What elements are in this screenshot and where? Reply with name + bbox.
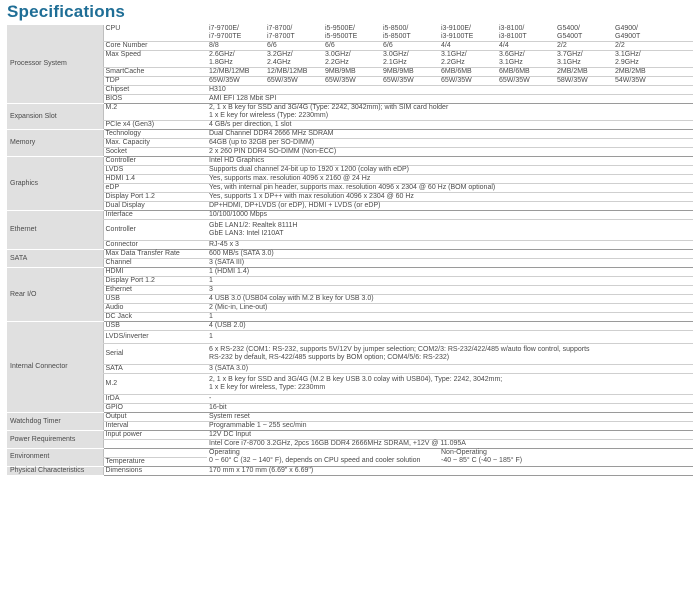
value-line: 3 xyxy=(209,286,213,293)
cpu-model-cell xyxy=(555,42,613,51)
cpu-model-cell xyxy=(207,25,265,42)
row-label-dimensions: Dimensions xyxy=(103,466,207,475)
row-label-input-power: Input power xyxy=(103,431,207,440)
value-line: Supports dual channel 24-bit up to 1920 x 1200 (colay with eDP) xyxy=(209,166,410,173)
value-line: 2, 1 x B key for SSD and 3G/4G (Type: 2242, 3042mm); with SIM card holder xyxy=(209,104,449,111)
value-line: 2/2 xyxy=(557,42,567,49)
spec-row xyxy=(7,365,693,374)
cpu-model-cell xyxy=(323,25,381,42)
row-label-tdp: TDP xyxy=(103,77,207,86)
row-value-lvds-inverter xyxy=(207,331,693,344)
non-operating-header: Non-Operating xyxy=(441,449,487,456)
value-line: H310 xyxy=(209,86,226,93)
row-label-hdmi-1-4: HDMI 1.4 xyxy=(103,175,207,184)
cpu-model-cell xyxy=(381,51,439,68)
value-line: 3.2GHz/ xyxy=(267,51,293,58)
cpu-model-cell xyxy=(555,68,613,77)
cpu-model-cell xyxy=(497,68,555,77)
spec-row xyxy=(7,42,693,51)
value-line: RJ-45 x 3 xyxy=(209,241,239,248)
value-line: 9MB/9MB xyxy=(325,68,356,75)
spec-row xyxy=(7,413,693,422)
cpu-model-cell xyxy=(555,51,613,68)
category-rear-i-o: Rear I/O xyxy=(7,268,103,322)
row-value-irda xyxy=(207,395,693,404)
row-value-display-port-1-2 xyxy=(207,277,693,286)
value-line: 1 x E key for wireless, Type: 2230mm xyxy=(209,384,326,391)
cpu-model-cell xyxy=(323,42,381,51)
row-label-output: Output xyxy=(103,413,207,422)
row-label-display-port-1-2: Display Port 1.2 xyxy=(103,193,207,202)
spec-row xyxy=(7,304,693,313)
spec-row xyxy=(7,277,693,286)
category-physical-characteristics: Physical Characteristics xyxy=(7,466,103,475)
cpu-model-cell xyxy=(381,68,439,77)
category-sata: SATA xyxy=(7,250,103,268)
cpu-model-cell xyxy=(439,42,497,51)
cpu-model-cell xyxy=(265,51,323,68)
category-environment: Environment xyxy=(7,449,103,467)
spec-row xyxy=(7,250,693,259)
value-line: 9MB/9MB xyxy=(383,68,414,75)
row-label-interface: Interface xyxy=(103,211,207,220)
cpu-model-cell xyxy=(613,68,693,77)
row-label-ethernet: Ethernet xyxy=(103,286,207,295)
row-value-hdmi xyxy=(207,268,693,277)
cpu-model-cell xyxy=(265,42,323,51)
category-watchdog-timer: Watchdog Timer xyxy=(7,413,103,431)
value-line: AMI EFI 128 Mbit SPI xyxy=(209,95,277,102)
category-power-requirements: Power Requirements xyxy=(7,431,103,449)
spec-row xyxy=(7,344,693,365)
row-value-technology xyxy=(207,130,693,139)
row-value-bios xyxy=(207,95,693,104)
value-line: 2, 1 x B key for SSD and 3G/4G (M.2 B key USB 3.0 colay with USB04), Type: 2242, 3042mm; xyxy=(209,376,503,383)
spec-row xyxy=(7,175,693,184)
row-label-socket: Socket xyxy=(103,148,207,157)
value-line: 1 xyxy=(209,313,213,320)
spec-row xyxy=(7,322,693,331)
spec-row xyxy=(7,104,693,121)
value-line: 2 x 260 PIN DDR4 SO-DIMM (Non-ECC) xyxy=(209,148,337,155)
row-label-bios: BIOS xyxy=(103,95,207,104)
row-value-dimensions: 170 mm x 170 mm (6.69" x 6.69") xyxy=(207,466,693,475)
spec-row xyxy=(7,51,693,68)
cpu-model-cell xyxy=(323,51,381,68)
row-value-output xyxy=(207,413,693,422)
cpu-model-cell xyxy=(439,68,497,77)
value-line: i5-9500E/ xyxy=(325,25,355,32)
value-line: 2.2GHz xyxy=(325,59,349,66)
spec-row xyxy=(7,25,693,42)
row-label-blank xyxy=(103,449,207,458)
cpu-model-cell xyxy=(207,77,265,86)
cpu-model-cell xyxy=(497,77,555,86)
row-label-blank xyxy=(103,440,207,449)
row-value-m-2 xyxy=(207,374,693,395)
value-line: 12V DC Input xyxy=(209,431,252,438)
cpu-model-cell xyxy=(207,51,265,68)
value-line: 2.9GHz xyxy=(615,59,639,66)
row-label-dc-jack: DC Jack xyxy=(103,313,207,322)
value-line: 1 xyxy=(209,277,213,284)
value-line: Programmable 1 ~ 255 sec/min xyxy=(209,422,307,429)
value-line: 8/8 xyxy=(209,42,219,49)
row-value-interval xyxy=(207,422,693,431)
value-line: 2MB/2MB xyxy=(557,68,588,75)
cpu-model-cell xyxy=(439,77,497,86)
value-line: 3.1GHz xyxy=(557,59,581,66)
row-value-input-power xyxy=(207,431,693,440)
value-line: G4900/ xyxy=(615,25,638,32)
row-value-usb xyxy=(207,322,693,331)
spec-row xyxy=(7,184,693,193)
row-value-hdmi-1-4 xyxy=(207,175,693,184)
spec-row xyxy=(7,95,693,104)
cpu-model-cell xyxy=(265,77,323,86)
spec-row xyxy=(7,121,693,130)
value-line: 12/MB/12MB xyxy=(209,68,250,75)
row-label-technology: Technology xyxy=(103,130,207,139)
row-label-serial: Serial xyxy=(103,344,207,365)
spec-row xyxy=(7,259,693,268)
spec-row xyxy=(7,313,693,322)
row-label-chipset: Chipset xyxy=(103,86,207,95)
value-line: i5-8500/ xyxy=(383,25,409,32)
value-line: 65W/35W xyxy=(441,77,472,84)
cpu-model-cell xyxy=(265,68,323,77)
cpu-model-cell xyxy=(439,25,497,42)
spec-row xyxy=(7,268,693,277)
spec-row xyxy=(7,193,693,202)
value-line: i3-8100/ xyxy=(499,25,525,32)
value-line: 2/2 xyxy=(615,42,625,49)
row-label-display-port-1-2: Display Port 1.2 xyxy=(103,277,207,286)
row-label-controller: Controller xyxy=(103,220,207,241)
row-label-lvds-inverter: LVDS/inverter xyxy=(103,331,207,344)
row-value-dual-display xyxy=(207,202,693,211)
value-line: 16-bit xyxy=(209,404,227,411)
row-label-lvds: LVDS xyxy=(103,166,207,175)
value-line: - xyxy=(209,395,212,402)
spec-row xyxy=(7,166,693,175)
row-value-max-data-transfer-rate xyxy=(207,250,693,259)
value-line: 3.0GHz/ xyxy=(383,51,409,58)
row-label-usb: USB xyxy=(103,295,207,304)
spec-row xyxy=(7,211,693,220)
cpu-model-cell xyxy=(381,42,439,51)
cpu-model-cell xyxy=(265,25,323,42)
value-line: 65W/35W xyxy=(499,77,530,84)
cpu-model-cell xyxy=(555,77,613,86)
category-graphics: Graphics xyxy=(7,157,103,211)
value-line: Yes, supports 1 x DP++ with max resolution 4096 x 2304 @ 60 Hz xyxy=(209,193,414,200)
spec-row xyxy=(7,130,693,139)
row-value-max-capacity xyxy=(207,139,693,148)
cpu-model-cell xyxy=(497,42,555,51)
value-line: 58W/35W xyxy=(557,77,588,84)
row-label-controller: Controller xyxy=(103,157,207,166)
value-line: 3 (SATA III) xyxy=(209,259,245,266)
row-value-lvds xyxy=(207,166,693,175)
row-label-temperature: Temperature xyxy=(103,457,207,466)
row-label-edp: eDP xyxy=(103,184,207,193)
row-label-max-data-transfer-rate: Max Data Transfer Rate xyxy=(103,250,207,259)
value-line: i7-9700TE xyxy=(209,33,242,40)
row-label-m-2: M.2 xyxy=(103,374,207,395)
value-line: 4/4 xyxy=(499,42,509,49)
value-line: 65W/35W xyxy=(267,77,298,84)
row-value-chipset xyxy=(207,86,693,95)
cpu-model-cell xyxy=(613,42,693,51)
row-value-channel xyxy=(207,259,693,268)
row-value-m-2 xyxy=(207,104,693,121)
spec-row xyxy=(7,374,693,395)
page-title: Specifications xyxy=(7,2,126,21)
row-value-gpio xyxy=(207,404,693,413)
value-line: 6MB/6MB xyxy=(499,68,530,75)
row-label-irda: IrDA xyxy=(103,395,207,404)
cpu-model-cell xyxy=(323,68,381,77)
spec-row xyxy=(7,139,693,148)
spec-row xyxy=(7,431,693,440)
spec-row xyxy=(7,422,693,431)
operating-temperature: 0 ~ 60° C (32 ~ 140° F), depends on CPU speed and cooler solution xyxy=(207,457,439,466)
value-line: 4/4 xyxy=(441,42,451,49)
value-line: i7-8700T xyxy=(267,33,295,40)
value-line: Yes, with internal pin header, supports max. resolution 4096 x 2304 @ 60 Hz (BOM optional) xyxy=(209,184,496,191)
spec-row xyxy=(7,77,693,86)
value-line: 2MB/2MB xyxy=(615,68,646,75)
row-label-interval: Interval xyxy=(103,422,207,431)
spec-row xyxy=(7,331,693,344)
row-label-smartcache: SmartCache xyxy=(103,68,207,77)
spec-row xyxy=(7,148,693,157)
spec-row xyxy=(7,395,693,404)
value-line: G4900T xyxy=(615,33,641,40)
row-value-socket xyxy=(207,148,693,157)
spec-row xyxy=(7,457,693,466)
value-line: 12/MB/12MB xyxy=(267,68,308,75)
value-line: 3.1GHz/ xyxy=(441,51,467,58)
row-value-ethernet xyxy=(207,286,693,295)
value-line: 10/100/1000 Mbps xyxy=(209,211,267,218)
row-value-blank xyxy=(207,440,693,449)
cpu-model-cell xyxy=(323,77,381,86)
value-line: 3.1GHz xyxy=(499,59,523,66)
row-value-usb xyxy=(207,295,693,304)
cpu-model-cell xyxy=(381,77,439,86)
value-line: Intel Core i7-8700 3.2GHz, 2pcs 16GB DDR4 2666MHz SDRAM, +12V @ 11.095A xyxy=(209,440,466,447)
row-value-controller xyxy=(207,220,693,241)
value-line: 3.6GHz/ xyxy=(499,51,525,58)
value-line: i3-9100E/ xyxy=(441,25,471,32)
row-label-gpio: GPIO xyxy=(103,404,207,413)
row-label-max-speed: Max Speed xyxy=(103,51,207,68)
value-line: 2.6GHz/ xyxy=(209,51,235,58)
category-internal-connector: Internal Connector xyxy=(7,322,103,413)
value-line: Dual Channel DDR4 2666 MHz SDRAM xyxy=(209,130,334,137)
spec-row xyxy=(7,404,693,413)
spec-row xyxy=(7,286,693,295)
cpu-model-cell xyxy=(497,51,555,68)
row-label-max-capacity: Max. Capacity xyxy=(103,139,207,148)
row-label-m-2: M.2 xyxy=(103,104,207,121)
cpu-model-cell xyxy=(439,51,497,68)
value-line: 2.2GHz xyxy=(441,59,465,66)
value-line: 4 GB/s per direction, 1 slot xyxy=(209,121,292,128)
row-value-edp xyxy=(207,184,693,193)
value-line: 6/6 xyxy=(325,42,335,49)
value-line: Intel HD Graphics xyxy=(209,157,265,164)
row-label-connector: Connector xyxy=(103,241,207,250)
value-line: 6/6 xyxy=(267,42,277,49)
value-line: 4 USB 3.0 (USB04 colay with M.2 B key for USB 3.0) xyxy=(209,295,374,302)
row-label-channel: Channel xyxy=(103,259,207,268)
category-expansion-slot: Expansion Slot xyxy=(7,104,103,130)
row-value-sata xyxy=(207,365,693,374)
value-line: 65W/35W xyxy=(209,77,240,84)
value-line: RS-232 by default, RS-422/485 supports by BOM option; COM4/5/6: RS-232) xyxy=(209,354,450,361)
value-line: Yes, supports max. resolution 4096 x 2160 @ 24 Hz xyxy=(209,175,371,182)
value-line: G5400/ xyxy=(557,25,580,32)
row-label-sata: SATA xyxy=(103,365,207,374)
operating-header: Operating xyxy=(209,449,240,456)
row-label-pcie-x4-gen3: PCIe x4 (Gen3) xyxy=(103,121,207,130)
value-line: 54W/35W xyxy=(615,77,646,84)
value-line: i3-8100T xyxy=(499,33,527,40)
row-label-audio: Audio xyxy=(103,304,207,313)
value-line: 3.0GHz/ xyxy=(325,51,351,58)
category-processor-system: Processor System xyxy=(7,25,103,104)
value-line: 65W/35W xyxy=(325,77,356,84)
cpu-model-cell xyxy=(381,25,439,42)
value-line: 1 xyxy=(209,333,213,340)
value-line: 65W/35W xyxy=(383,77,414,84)
row-value-display-port-1-2 xyxy=(207,193,693,202)
cpu-model-cell xyxy=(613,77,693,86)
value-line: 600 MB/s (SATA 3.0) xyxy=(209,250,274,257)
value-line: 6MB/6MB xyxy=(441,68,472,75)
row-value-connector xyxy=(207,241,693,250)
row-label-core-number: Core Number xyxy=(103,42,207,51)
spec-row xyxy=(7,241,693,250)
value-line: 64GB (up to 32GB per SO-DIMM) xyxy=(209,139,315,146)
row-label-dual-display: Dual Display xyxy=(103,202,207,211)
value-line: i7-9700E/ xyxy=(209,25,239,32)
cpu-model-cell xyxy=(555,25,613,42)
row-value-pcie-x4-gen3 xyxy=(207,121,693,130)
spec-row xyxy=(7,440,693,449)
value-line: 2.1GHz xyxy=(383,59,407,66)
spec-row xyxy=(7,202,693,211)
value-line: 1 x E key for wireless (Type: 2230mm) xyxy=(209,112,329,119)
value-line: i7-8700/ xyxy=(267,25,293,32)
spec-row xyxy=(7,466,693,475)
value-line: 6/6 xyxy=(383,42,393,49)
row-label-cpu: CPU xyxy=(103,25,207,42)
value-line: 6 x RS-232 (COM1: RS-232, supports 5V/12V by jumper selection; COM2/3: RS-232/422/485 w/auto flow control, supports xyxy=(209,346,590,353)
value-line: i5-8500T xyxy=(383,33,411,40)
value-line: 4 (USB 2.0) xyxy=(209,322,246,329)
spec-row xyxy=(7,68,693,77)
spec-row xyxy=(7,220,693,241)
cpu-model-cell xyxy=(207,42,265,51)
value-line: 1.8GHz xyxy=(209,59,233,66)
row-value-serial xyxy=(207,344,693,365)
category-ethernet: Ethernet xyxy=(7,211,103,250)
value-line: 1 (HDMI 1.4) xyxy=(209,268,250,275)
value-line: G5400T xyxy=(557,33,583,40)
category-memory: Memory xyxy=(7,130,103,157)
cpu-model-cell xyxy=(613,25,693,42)
value-line: 3 (SATA 3.0) xyxy=(209,365,249,372)
row-value-audio xyxy=(207,304,693,313)
value-line: 3.1GHz/ xyxy=(615,51,641,58)
row-value-controller xyxy=(207,157,693,166)
spec-row xyxy=(7,449,693,458)
cpu-model-cell xyxy=(497,25,555,42)
value-line: 3.7GHz/ xyxy=(557,51,583,58)
row-label-hdmi: HDMI xyxy=(103,268,207,277)
spec-row xyxy=(7,86,693,95)
value-line: i5-9500TE xyxy=(325,33,358,40)
value-line: 2.4GHz xyxy=(267,59,291,66)
non-operating-temperature: -40 ~ 85° C (-40 ~ 185° F) xyxy=(439,457,693,466)
value-line: GbE LAN1/2: Realtek 8111H xyxy=(209,222,298,229)
value-line: GbE LAN3: Intel I210AT xyxy=(209,230,284,237)
row-value-interface xyxy=(207,211,693,220)
value-line: DP+HDMI, DP+LVDS (or eDP), HDMI + LVDS (or eDP) xyxy=(209,202,381,209)
cpu-model-cell xyxy=(207,68,265,77)
row-label-usb: USB xyxy=(103,322,207,331)
value-line: 2 (Mic-in, Line-out) xyxy=(209,304,268,311)
value-line: i3-9100TE xyxy=(441,33,474,40)
value-line: System reset xyxy=(209,413,250,420)
specifications-table xyxy=(7,25,693,476)
spec-row xyxy=(7,157,693,166)
spec-row xyxy=(7,295,693,304)
row-value-dc-jack xyxy=(207,313,693,322)
cpu-model-cell xyxy=(613,51,693,68)
